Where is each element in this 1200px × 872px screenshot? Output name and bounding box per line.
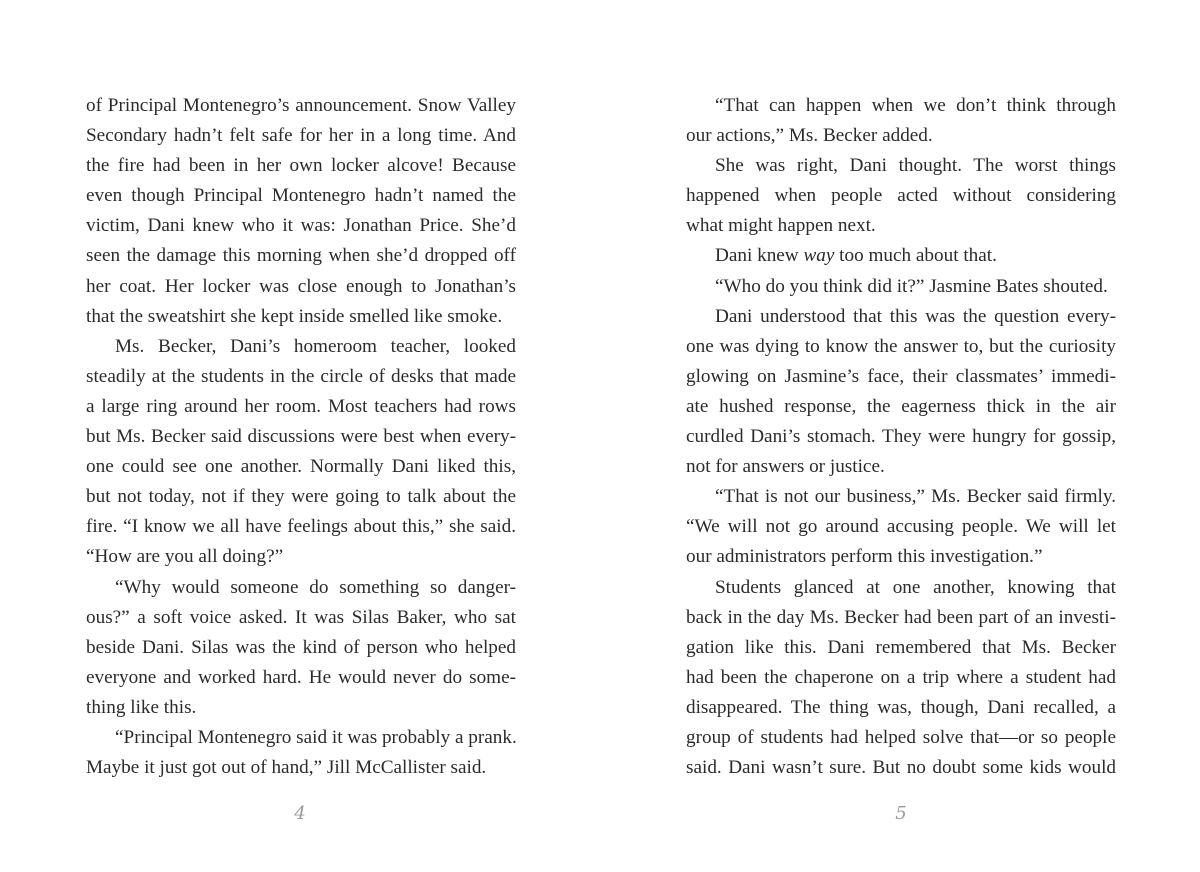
text-line: ate hushed response, the eagerness thick in the air [686, 395, 1116, 417]
right-page-text [686, 91, 1116, 783]
text-line: Maybe it just got out of hand,” Jill McCallister said. [86, 757, 487, 779]
page-number-left: 4 [294, 803, 306, 824]
page-number-right: 5 [895, 803, 907, 824]
left-page-text [86, 91, 516, 783]
text-line: but Ms. Becker said discussions were best when every- [86, 426, 516, 448]
text-line: not for answers or justice. [686, 456, 885, 478]
text-line: of Principal Montenegro’s announcement. Snow Valley [86, 95, 516, 116]
text-line: victim, Dani knew who it was: Jonathan Price. She’d [86, 215, 516, 237]
text-line: Secondary hadn’t felt safe for her in a long time. And [86, 125, 516, 147]
text-line: had been the chaperone on a trip where a student had [686, 666, 1116, 688]
text-line: glowing on Jasmine’s face, their classmates’ immedi- [686, 365, 1116, 387]
text-line: one could see one another. Normally Dani liked this, [86, 456, 516, 478]
text-line: but not today, not if they were going to talk about the [86, 486, 516, 508]
text-line: fire. “I know we all have feelings about this,” she said. [86, 516, 516, 538]
text-line: ous?” a soft voice asked. It was Silas Baker, who sat [86, 606, 516, 628]
text-line: “Principal Montenegro said it was probably a prank. [115, 726, 517, 748]
text-line: “We will not go around accusing people. We will let [686, 516, 1116, 538]
text-line: “Who do you think did it?” Jasmine Bates shouted. [715, 275, 1108, 297]
text-line: “How are you all doing?” [86, 546, 284, 568]
text-line: gation like this. Dani remembered that Ms. Becker [686, 636, 1116, 658]
text-line: said. Dani wasn’t sure. But no doubt some kids would [686, 757, 1116, 779]
text-line: Dani understood that this was the question every- [715, 305, 1116, 327]
text-line: “That can happen when we don’t think through [715, 95, 1116, 116]
text-line: steadily at the students in the circle of desks that made [86, 365, 516, 387]
text-line: thing like this. [86, 696, 197, 718]
text-line: the fire had been in her own locker alcove! Because [86, 155, 516, 177]
text-line: our actions,” Ms. Becker added. [686, 125, 933, 147]
text-line: even though Principal Montenegro hadn’t named the [86, 185, 516, 207]
text-line: “That is not our business,” Ms. Becker said firmly. [715, 486, 1116, 508]
text-line: back in the day Ms. Becker had been part of an investi- [686, 606, 1116, 628]
text-line: disappeared. The thing was, though, Dani recalled, a [686, 696, 1116, 718]
text-line: everyone and worked hard. He would never do some- [86, 666, 516, 688]
text-line: Ms. Becker, Dani’s homeroom teacher, looked [115, 335, 516, 357]
text-line: her coat. Her locker was close enough to Jonathan’s [86, 275, 516, 297]
text-line: She was right, Dani thought. The worst things [715, 155, 1116, 177]
text-line: curdled Dani’s stomach. They were hungry for gossip, [686, 426, 1116, 448]
text-line: seen the damage this morning when she’d dropped off [86, 245, 516, 267]
text-line: beside Dani. Silas was the kind of person who helped [86, 636, 516, 658]
text-line: our administrators perform this investigation.” [686, 546, 1043, 568]
text-line: Dani knew way too much about that. [715, 245, 997, 267]
text-line: what might happen next. [686, 215, 876, 237]
text-line: “Why would someone do something so danger- [115, 576, 516, 598]
emphasized-word: way [803, 245, 835, 267]
text-line: happened when people acted without considering [686, 185, 1116, 207]
text-line: group of students had helped solve that—or so people [686, 726, 1116, 748]
text-line: one was dying to know the answer to, but the curiosity [686, 335, 1116, 357]
text-line: that the sweatshirt she kept inside smelled like smoke. [86, 305, 503, 327]
text-line: Students glanced at one another, knowing that [715, 576, 1116, 598]
text-line: a large ring around her room. Most teachers had rows [86, 395, 516, 417]
